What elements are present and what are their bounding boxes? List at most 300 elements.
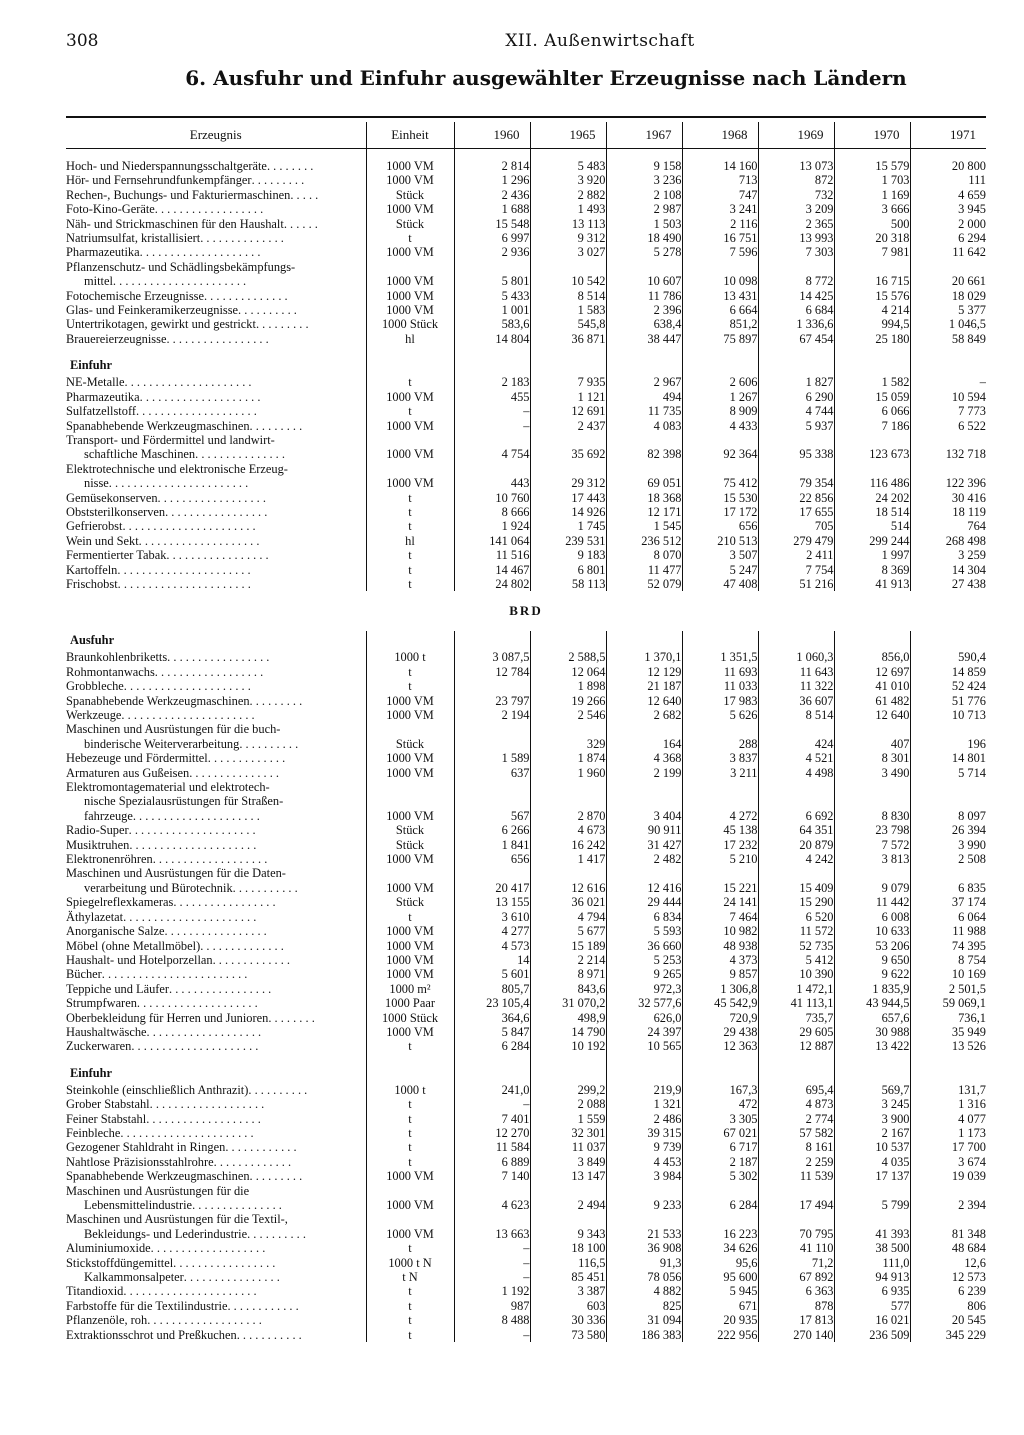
product-name-cell xyxy=(66,274,366,288)
leader-dots: . . . . . . . . . . . . . . . . . . . . . xyxy=(129,837,257,852)
page-number: 308 xyxy=(66,31,99,51)
table-row xyxy=(66,1112,986,1126)
value-cell xyxy=(606,260,682,274)
value-cell: 20 417 xyxy=(454,881,530,895)
value-cell: 656 xyxy=(454,852,530,866)
value-cell: 15 409 xyxy=(758,881,834,895)
product-name-cell xyxy=(66,694,366,708)
value-cell: 239 531 xyxy=(530,534,606,548)
value-cell: 51 216 xyxy=(758,577,834,591)
value-cell xyxy=(454,1184,530,1198)
value-cell: 90 911 xyxy=(606,823,682,837)
unit-cell: t xyxy=(366,548,454,562)
value-cell: 2 508 xyxy=(910,852,986,866)
table-row xyxy=(66,231,986,245)
product-name: Fermentierter Tabak xyxy=(66,548,167,563)
value-cell xyxy=(606,722,682,736)
product-name: Maschinen und Ausrüstungen für die buch- xyxy=(66,722,281,737)
product-name-cell xyxy=(66,1112,366,1126)
value-cell: 12 640 xyxy=(606,694,682,708)
product-name-cell xyxy=(66,1140,366,1154)
product-name: Transport- und Fördermittel und landwirt- xyxy=(66,432,275,447)
product-name: Natriumsulfat, kristallisiert xyxy=(66,231,201,246)
product-name-cell xyxy=(66,1256,366,1270)
value-cell: 3 259 xyxy=(910,548,986,562)
value-cell: 13 147 xyxy=(530,1169,606,1183)
value-cell xyxy=(530,433,606,447)
unit-cell: 1000 VM xyxy=(366,303,454,317)
value-cell: 2 199 xyxy=(606,766,682,780)
table-row xyxy=(66,188,986,202)
value-cell: 210 513 xyxy=(682,534,758,548)
value-cell: 222 956 xyxy=(682,1328,758,1342)
value-cell: 4 882 xyxy=(606,1284,682,1298)
value-cell: 626,0 xyxy=(606,1011,682,1025)
header-year: 1960 xyxy=(454,122,530,149)
value-cell: 424 xyxy=(758,737,834,751)
leader-dots: . . . . . . . . . xyxy=(249,693,303,708)
product-name-cell xyxy=(66,939,366,953)
unit-cell: 1000 t xyxy=(366,650,454,664)
value-cell: 8 161 xyxy=(758,1140,834,1154)
header-year: 1965 xyxy=(530,122,606,149)
value-cell: 1 370,1 xyxy=(606,650,682,664)
value-cell: 732 xyxy=(758,188,834,202)
value-cell: 43 944,5 xyxy=(834,996,910,1010)
product-name: Maschinen und Ausrüstungen für die Daten- xyxy=(66,866,286,881)
leader-dots: . . . . . . . . . . . . . . . . . . xyxy=(157,490,266,505)
leader-dots: . . . . . . . . . . xyxy=(248,1082,308,1097)
unit-cell: t xyxy=(366,1097,454,1111)
product-name: Steinkohle (einschließlich Anthrazit) xyxy=(66,1082,249,1097)
value-cell xyxy=(606,1184,682,1198)
value-cell: 14 859 xyxy=(910,665,986,679)
value-cell: 10 192 xyxy=(530,1039,606,1053)
product-name-cell xyxy=(66,794,366,808)
value-cell: 1 841 xyxy=(454,838,530,852)
value-cell: 2 437 xyxy=(530,419,606,433)
value-cell: 9 739 xyxy=(606,1140,682,1154)
value-cell: 764 xyxy=(910,519,986,533)
value-cell: 4 754 xyxy=(454,447,530,461)
table-row xyxy=(66,289,986,303)
value-cell: 8 754 xyxy=(910,953,986,967)
value-cell: 364,6 xyxy=(454,1011,530,1025)
value-cell: 1 898 xyxy=(530,679,606,693)
value-cell: 52 079 xyxy=(606,577,682,591)
unit-cell: 1000 Stück xyxy=(366,1011,454,1025)
product-name: Bücher xyxy=(66,967,102,982)
table-row xyxy=(66,202,986,216)
value-cell: 9 233 xyxy=(606,1198,682,1212)
value-cell: 141 064 xyxy=(454,534,530,548)
table-row xyxy=(66,996,986,1010)
value-cell: 3 211 xyxy=(682,766,758,780)
value-cell: 81 348 xyxy=(910,1227,986,1241)
table-row xyxy=(66,390,986,404)
table-row xyxy=(66,476,986,490)
value-cell: 3 209 xyxy=(758,202,834,216)
value-cell: 345 229 xyxy=(910,1328,986,1342)
value-cell: 1 835,9 xyxy=(834,982,910,996)
value-cell: 2 187 xyxy=(682,1155,758,1169)
value-cell: 15 059 xyxy=(834,390,910,404)
product-name-cell xyxy=(66,866,366,880)
value-cell: 41 393 xyxy=(834,1227,910,1241)
table-row xyxy=(66,1241,986,1255)
value-cell: 12 416 xyxy=(606,881,682,895)
value-cell: 12 064 xyxy=(530,665,606,679)
product-name: nische Spezialausrüstungen für Straßen- xyxy=(84,794,284,809)
value-cell: 58 113 xyxy=(530,577,606,591)
product-name: Äthylazetat xyxy=(66,909,124,924)
value-cell: 13 113 xyxy=(530,217,606,231)
value-cell: 6 520 xyxy=(758,910,834,924)
leader-dots: . . . . . . . . . . . . . . . . . . . xyxy=(152,852,268,867)
product-name-cell xyxy=(66,231,366,245)
table-row xyxy=(66,1184,986,1198)
value-cell: 3 666 xyxy=(834,202,910,216)
value-cell: 186 383 xyxy=(606,1328,682,1342)
value-cell: – xyxy=(454,1256,530,1270)
value-cell: 5 377 xyxy=(910,303,986,317)
value-cell: 12 363 xyxy=(682,1039,758,1053)
value-cell: 18 490 xyxy=(606,231,682,245)
value-cell: 36 871 xyxy=(530,332,606,346)
unit-cell: t xyxy=(366,1140,454,1154)
value-cell: 4 433 xyxy=(682,419,758,433)
value-cell: 8 514 xyxy=(530,289,606,303)
value-cell: 53 206 xyxy=(834,939,910,953)
value-cell: 6 064 xyxy=(910,910,986,924)
product-name: Obststerilkonserven xyxy=(66,504,166,519)
value-cell xyxy=(758,722,834,736)
table-row xyxy=(66,548,986,562)
unit-cell: t xyxy=(366,505,454,519)
value-cell: 2 116 xyxy=(682,217,758,231)
value-cell: 10 542 xyxy=(530,274,606,288)
value-cell: 69 051 xyxy=(606,476,682,490)
value-cell: 14 xyxy=(454,953,530,967)
value-cell: 3 087,5 xyxy=(454,650,530,664)
value-cell: 2 183 xyxy=(454,375,530,389)
value-cell: 29 444 xyxy=(606,895,682,909)
value-cell xyxy=(530,462,606,476)
value-cell: 5 945 xyxy=(682,1284,758,1298)
value-cell: 2 436 xyxy=(454,188,530,202)
product-name-cell xyxy=(66,1313,366,1327)
product-name: Elektronenröhren xyxy=(66,852,153,867)
value-cell: 1 001 xyxy=(454,303,530,317)
value-cell: 14 160 xyxy=(682,159,758,173)
value-cell xyxy=(454,433,530,447)
value-cell: 14 926 xyxy=(530,505,606,519)
value-cell xyxy=(682,433,758,447)
value-cell: 329 xyxy=(530,737,606,751)
value-cell: 15 290 xyxy=(758,895,834,909)
value-cell: 7 401 xyxy=(454,1112,530,1126)
product-name: Strumpfwaren xyxy=(66,996,137,1011)
value-cell: 4 573 xyxy=(454,939,530,953)
value-cell: 12 887 xyxy=(758,1039,834,1053)
country-heading: BRD xyxy=(509,603,543,619)
product-name: Feinbleche xyxy=(66,1125,121,1140)
value-cell: 2 494 xyxy=(530,1198,606,1212)
value-cell: 5 412 xyxy=(758,953,834,967)
product-name-cell xyxy=(66,881,366,895)
value-cell: 17 172 xyxy=(682,505,758,519)
value-cell xyxy=(454,462,530,476)
leader-dots: . . . . . . . . . . . . . . . . . . . . . xyxy=(124,375,252,390)
value-cell: 500 xyxy=(834,217,910,231)
value-cell: 15 579 xyxy=(834,159,910,173)
table-row xyxy=(66,809,986,823)
product-name: Gemüsekonserven xyxy=(66,490,158,505)
product-name-cell xyxy=(66,317,366,331)
value-cell: 64 351 xyxy=(758,823,834,837)
product-name: Grober Stabstahl xyxy=(66,1097,150,1112)
value-cell: 29 312 xyxy=(530,476,606,490)
unit-cell: 1000 VM xyxy=(366,245,454,259)
leader-dots: . . . . . . . . . . . . . . . . . . . . . . . xyxy=(108,476,249,491)
value-cell: 20 879 xyxy=(758,838,834,852)
table-row xyxy=(66,852,986,866)
value-cell: 13 526 xyxy=(910,1039,986,1053)
table-row xyxy=(66,159,986,173)
unit-cell: 1000 VM xyxy=(366,419,454,433)
value-cell: 1 745 xyxy=(530,519,606,533)
value-cell: 407 xyxy=(834,737,910,751)
value-cell: 6 239 xyxy=(910,1284,986,1298)
leader-dots: . . . . . . . . . . . . . . . . . . . . . xyxy=(131,1039,259,1054)
table-row xyxy=(66,939,986,953)
table-row xyxy=(66,1126,986,1140)
value-cell: 3 990 xyxy=(910,838,986,852)
unit-cell: t xyxy=(366,231,454,245)
value-cell: 4 373 xyxy=(682,953,758,967)
value-cell: 4 453 xyxy=(606,1155,682,1169)
leader-dots: . . . . . . . . . . . . . . . . . . . . . xyxy=(128,823,256,838)
value-cell: 12 640 xyxy=(834,708,910,722)
value-cell: 10 390 xyxy=(758,967,834,981)
value-cell: 41 113,1 xyxy=(758,996,834,1010)
value-cell: 8 070 xyxy=(606,548,682,562)
leader-dots: . . . . . . . . . . . . . . . . . . . xyxy=(149,1097,265,1112)
product-name: Pflanzenöle, roh xyxy=(66,1313,148,1328)
value-cell: 30 336 xyxy=(530,1313,606,1327)
value-cell: 3 610 xyxy=(454,910,530,924)
value-cell: 638,4 xyxy=(606,317,682,331)
product-name: Pharmazeutika xyxy=(66,245,140,260)
value-cell: 6 889 xyxy=(454,1155,530,1169)
value-cell: 15 576 xyxy=(834,289,910,303)
value-cell: 8 971 xyxy=(530,967,606,981)
leader-dots: . . . . . . . . . . . xyxy=(236,1327,302,1342)
product-name-cell xyxy=(66,188,366,202)
leader-dots: . . . . . . . . . . . . xyxy=(227,1298,299,1313)
table-row xyxy=(66,708,986,722)
value-cell: 58 849 xyxy=(910,332,986,346)
table-row xyxy=(66,1284,986,1298)
value-cell: 20 935 xyxy=(682,1313,758,1327)
product-name: Titandioxid xyxy=(66,1284,124,1299)
value-cell: 4 242 xyxy=(758,852,834,866)
product-name: Haushalt- und Hotelporzellan xyxy=(66,952,213,967)
value-cell: 79 354 xyxy=(758,476,834,490)
leader-dots: . . . . . . . . . . . . . . xyxy=(200,938,284,953)
leader-dots: . . . . . . . . . xyxy=(251,173,305,188)
header-year: 1971 xyxy=(910,122,986,149)
value-cell xyxy=(758,433,834,447)
value-cell: 6 835 xyxy=(910,881,986,895)
value-cell: 6 284 xyxy=(682,1198,758,1212)
value-cell: 7 773 xyxy=(910,404,986,418)
value-cell: 3 245 xyxy=(834,1097,910,1111)
table-row xyxy=(66,650,986,664)
value-cell xyxy=(910,1184,986,1198)
unit-cell: 1000 VM xyxy=(366,708,454,722)
leader-dots: . . . . . . . . . . . . . . . . . . . xyxy=(146,1024,262,1039)
table-row xyxy=(66,577,986,591)
table-row xyxy=(66,462,986,476)
unit-cell: 1000 VM xyxy=(366,1025,454,1039)
value-cell: 1 827 xyxy=(758,375,834,389)
value-cell: 2 167 xyxy=(834,1126,910,1140)
value-cell: 5 483 xyxy=(530,159,606,173)
value-cell: 12 171 xyxy=(606,505,682,519)
value-cell: 122 396 xyxy=(910,476,986,490)
value-cell: 6 801 xyxy=(530,563,606,577)
product-name: Brauereierzeugnisse xyxy=(66,331,167,346)
product-name-cell xyxy=(66,1299,366,1313)
value-cell: 11 786 xyxy=(606,289,682,303)
unit-cell: t xyxy=(366,577,454,591)
value-cell: 11 735 xyxy=(606,404,682,418)
product-name: Anorganische Salze xyxy=(66,924,165,939)
value-cell: 45 138 xyxy=(682,823,758,837)
value-cell: 123 673 xyxy=(834,447,910,461)
value-cell: 15 221 xyxy=(682,881,758,895)
leader-dots: . . . . . . . . . . . . . xyxy=(213,1154,292,1169)
product-name: Grobbleche xyxy=(66,679,124,694)
value-cell: 14 804 xyxy=(454,332,530,346)
section-heading: Ausfuhr xyxy=(70,633,115,648)
table-row xyxy=(66,866,986,880)
value-cell: 3 507 xyxy=(682,548,758,562)
value-cell: 6 290 xyxy=(758,390,834,404)
value-cell: 5 247 xyxy=(682,563,758,577)
value-cell: 1 703 xyxy=(834,173,910,187)
value-cell xyxy=(758,1212,834,1226)
value-cell: 443 xyxy=(454,476,530,490)
unit-cell: 1000 VM xyxy=(366,1227,454,1241)
value-cell: 9 079 xyxy=(834,881,910,895)
leader-dots: . . . . . . . . . . . . . . . . . xyxy=(173,1255,276,1270)
value-cell: 825 xyxy=(606,1299,682,1313)
value-cell: 1 173 xyxy=(910,1126,986,1140)
value-cell: 111,0 xyxy=(834,1256,910,1270)
value-cell: 2 214 xyxy=(530,953,606,967)
product-name-cell xyxy=(66,563,366,577)
unit-cell: 1000 VM xyxy=(366,202,454,216)
leader-dots: . . . . . xyxy=(290,187,319,202)
value-cell: 2 394 xyxy=(910,1198,986,1212)
unit-cell: 1000 VM xyxy=(366,967,454,981)
product-name: mittel xyxy=(84,274,113,289)
product-name: Pharmazeutika xyxy=(66,389,140,404)
value-cell: 78 056 xyxy=(606,1270,682,1284)
table-row xyxy=(66,260,986,274)
leader-dots: . . . . . . . . . . . . . . xyxy=(203,288,288,303)
product-name-cell xyxy=(66,577,366,591)
product-name-cell xyxy=(66,751,366,765)
product-name: Fotochemische Erzeugnisse xyxy=(66,288,204,303)
value-cell: 3 236 xyxy=(606,173,682,187)
leader-dots: . . . . . . . . . . xyxy=(239,736,299,751)
value-cell: 695,4 xyxy=(758,1083,834,1097)
unit-cell: 1000 VM xyxy=(366,289,454,303)
unit-cell: Stück xyxy=(366,838,454,852)
unit-cell: 1000 t xyxy=(366,1083,454,1097)
value-cell: 11 516 xyxy=(454,548,530,562)
value-cell: 15 530 xyxy=(682,491,758,505)
value-cell: 1 267 xyxy=(682,390,758,404)
table-row xyxy=(66,447,986,461)
value-cell: 38 447 xyxy=(606,332,682,346)
product-name: Nahtlose Präzisionsstahlrohre xyxy=(66,1154,214,1169)
value-cell: 16 021 xyxy=(834,1313,910,1327)
value-cell: 4 521 xyxy=(758,751,834,765)
product-name: Hebezeuge und Fördermittel xyxy=(66,751,208,766)
value-cell: 9 622 xyxy=(834,967,910,981)
value-cell: 10 537 xyxy=(834,1140,910,1154)
leader-dots: . . . . . . . . . . . . . . . . . xyxy=(166,331,269,346)
value-cell: 2 774 xyxy=(758,1112,834,1126)
value-cell: 10 607 xyxy=(606,274,682,288)
product-name: Sulfatzellstoff xyxy=(66,404,136,419)
table-row xyxy=(66,505,986,519)
value-cell: 11 477 xyxy=(606,563,682,577)
product-name: Elektromontagematerial und elektrotech- xyxy=(66,780,270,795)
value-cell: 20 545 xyxy=(910,1313,986,1327)
leader-dots: . . . . . . xyxy=(283,216,318,231)
product-name-cell xyxy=(66,1184,366,1198)
value-cell: 1 351,5 xyxy=(682,650,758,664)
table-row xyxy=(66,895,986,909)
value-cell: 7 303 xyxy=(758,245,834,259)
value-cell: 74 395 xyxy=(910,939,986,953)
value-cell xyxy=(454,722,530,736)
value-cell: 11 037 xyxy=(530,1140,606,1154)
value-cell: 2 482 xyxy=(606,852,682,866)
product-name: Farbstoffe für die Textilindustrie xyxy=(66,1298,228,1313)
header-row xyxy=(66,122,986,149)
value-cell: 41 010 xyxy=(834,679,910,693)
product-name-cell xyxy=(66,303,366,317)
unit-cell: t xyxy=(366,1126,454,1140)
value-cell: 219,9 xyxy=(606,1083,682,1097)
value-cell xyxy=(682,260,758,274)
product-name-cell xyxy=(66,1039,366,1053)
value-cell: 5 714 xyxy=(910,766,986,780)
table-row xyxy=(66,1011,986,1025)
value-cell: 15 189 xyxy=(530,939,606,953)
value-cell: 6 997 xyxy=(454,231,530,245)
table-row xyxy=(66,1039,986,1053)
value-cell: 3 305 xyxy=(682,1112,758,1126)
product-name: Pflanzenschutz- und Schädlingsbekämpfungs- xyxy=(66,259,296,274)
product-name-cell xyxy=(66,1198,366,1212)
